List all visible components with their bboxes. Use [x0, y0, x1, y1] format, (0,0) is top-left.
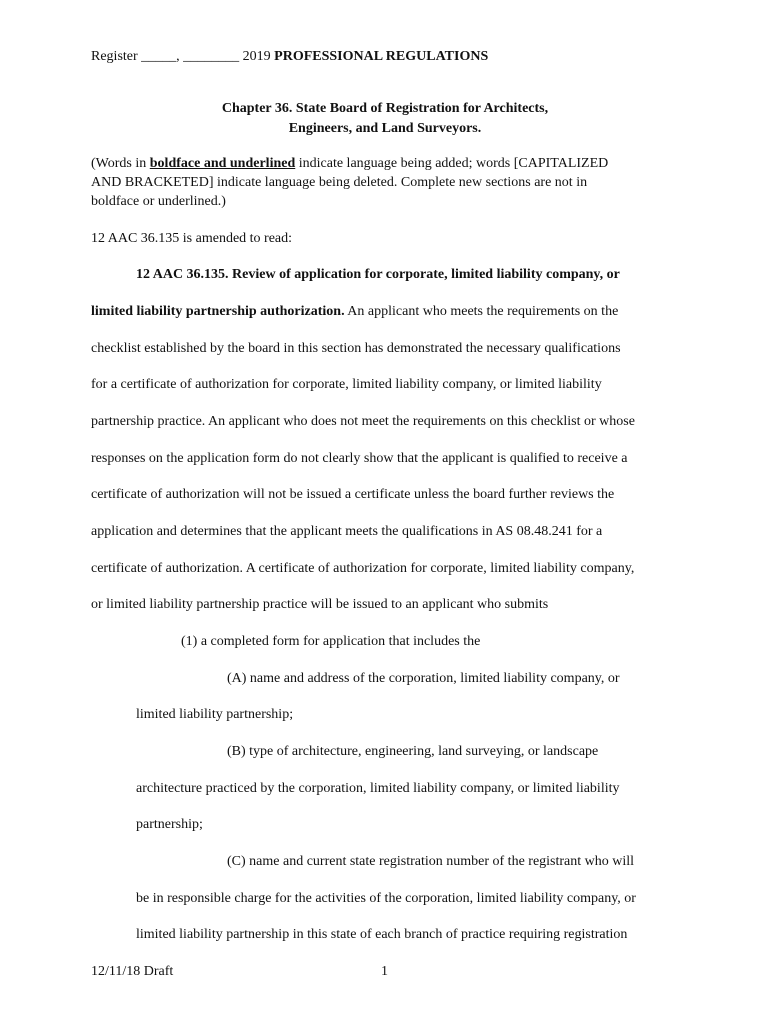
note-text: (Words in — [91, 156, 150, 171]
section-body-line: responses on the application form do not clearly show that the applicant is qualified to receive a — [91, 451, 628, 466]
list-item-a-line2: limited liability partnership; — [136, 707, 294, 722]
note-text: indicate language being added; words [CAPITALIZED — [295, 156, 609, 171]
list-item-1: (1) a completed form for application that includes the — [181, 634, 481, 649]
section-heading-line2: limited liability partnership authorization. — [91, 304, 345, 319]
section-body-line: application and determines that the applicant meets the qualifications in AS 08.48.241 for a — [91, 524, 603, 539]
list-item-b-line2: architecture practiced by the corporation, limited liability company, or limited liability — [136, 781, 620, 796]
list-item-b-line1: (B) type of architecture, engineering, land surveying, or landscape — [227, 744, 599, 759]
section-line-2 — [91, 303, 618, 321]
section-body-line: certificate of authorization. A certificate of authorization for corporate, limited liability company, — [91, 561, 635, 576]
page-number: 1 — [381, 964, 388, 979]
section-body-line: for a certificate of authorization for corporate, limited liability company, or limited liability — [91, 377, 602, 392]
amendment-statement: 12 AAC 36.135 is amended to read: — [91, 231, 293, 246]
section-body-line: partnership practice. An applicant who does not meet the requirements on this checklist or whose — [91, 414, 635, 429]
section-heading-line1: 12 AAC 36.135. Review of application for corporate, limited liability company, or — [136, 267, 620, 282]
chapter-title-line1: Chapter 36. State Board of Registration for Architects, — [221, 101, 549, 116]
header-title: PROFESSIONAL REGULATIONS — [274, 49, 489, 64]
note-line-3: boldface or underlined.) — [91, 194, 226, 209]
section-body-line: or limited liability partnership practice will be issued to an applicant who submits — [91, 597, 549, 612]
list-item-c-line3: limited liability partnership in this state of each branch of practice requiring registration — [136, 927, 628, 942]
chapter-title-line2: Engineers, and Land Surveyors. — [288, 121, 482, 136]
list-item-a-line1: (A) name and address of the corporation, limited liability company, or — [227, 671, 620, 686]
list-item-c-line1: (C) name and current state registration number of the registrant who will — [227, 854, 635, 869]
note-bold-underlined: boldface and underlined — [149, 156, 296, 171]
section-text: An applicant who meets the requirements on the — [344, 304, 619, 319]
page-header — [91, 48, 488, 66]
note-line-2: AND BRACKETED] indicate language being deleted. Complete new sections are not in — [91, 175, 588, 190]
register-date: Register _____, ________ 2019 — [91, 49, 271, 64]
list-item-b-line3: partnership; — [136, 817, 203, 832]
section-body-line: certificate of authorization will not be issued a certificate unless the board further reviews the — [91, 487, 615, 502]
section-body-line: checklist established by the board in this section has demonstrated the necessary qualifications — [91, 341, 621, 356]
list-item-c-line2: be in responsible charge for the activities of the corporation, limited liability company, or — [136, 891, 636, 906]
note-line-1 — [91, 155, 608, 173]
footer-draft-date: 12/11/18 Draft — [91, 964, 174, 979]
